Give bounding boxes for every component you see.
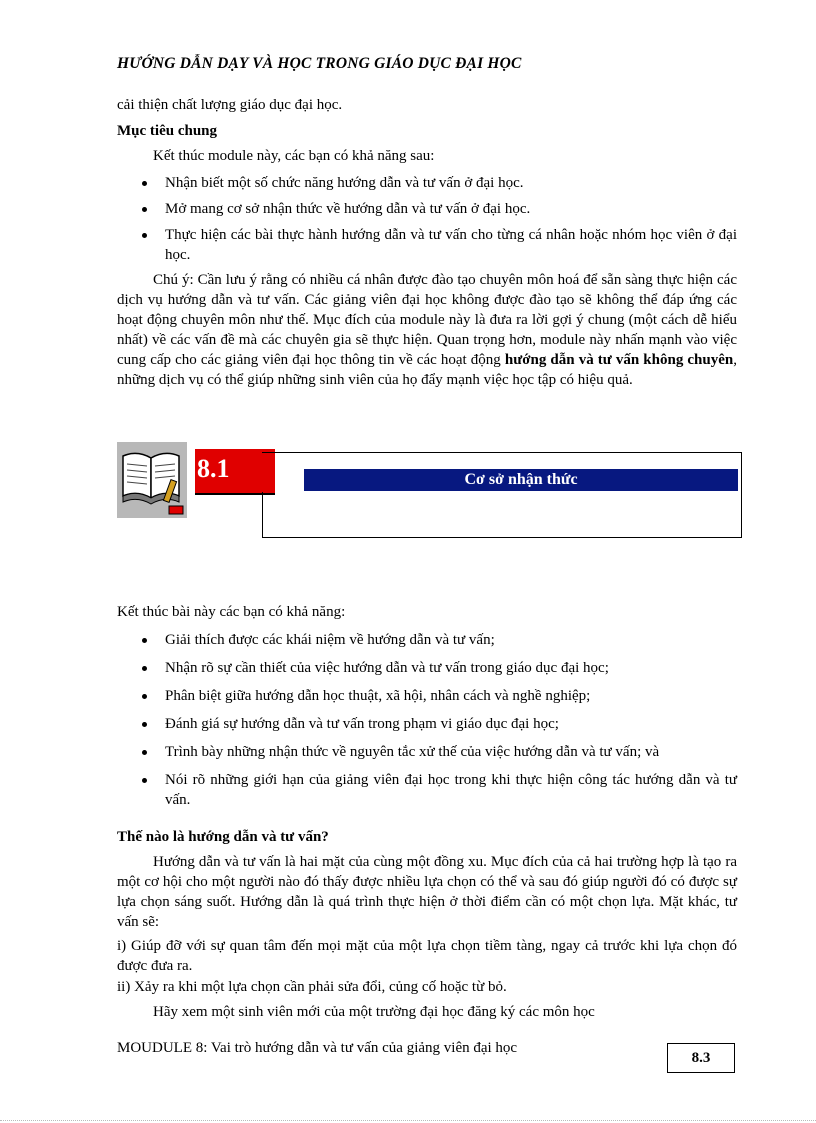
running-header: HƯỚNG DẪN DẠY VÀ HỌC TRONG GIÁO DỤC ĐẠI HỌC xyxy=(117,55,522,72)
list-item: Nhận biết một số chức năng hướng dẫn và tư vấn ở đại học. xyxy=(117,173,737,193)
definition-paragraph: Hướng dẫn và tư vấn là hai mặt của cùng một đồng xu. Mục đích của cả hai trường hợp là tạo ra một cơ hội cho một người nào đó thấy được nhiều lựa chọn có thể và sau đó giúp người đó có được sự lựa chọn sáng suốt. Hướng dẫn là quá trình thực hiện ở thời điểm cần có một chọn lựa. Mặt khác, tư vấn sẽ: xyxy=(117,854,737,930)
list-item: Nhận rõ sự cần thiết của việc hướng dẫn và tư vấn trong giáo dục đại học; xyxy=(117,658,737,678)
definition-point-1: i) Giúp đỡ với sự quan tâm đến mọi mặt của một lựa chọn tiềm tàng, ngay cả trước khi lựa chọn đó được đưa ra. xyxy=(117,938,737,974)
objectives-lead: Kết thúc bài này các bạn có khả năng: xyxy=(117,604,346,620)
list-item: Thực hiện các bài thực hành hướng dẫn và tư vấn cho từng cá nhân hoặc nhóm học viên ở đại học. xyxy=(117,225,737,265)
definition-point-2: ii) Xảy ra khi một lựa chọn cần phải sửa đổi, củng cố hoặc từ bỏ. xyxy=(117,979,507,995)
list-item: Nói rõ những giới hạn của giảng viên đại học trong khi thực hiện công tác hướng dẫn và tư vấn. xyxy=(117,770,737,810)
page-bottom-rule xyxy=(0,1120,816,1121)
page-number: 8.3 xyxy=(667,1043,735,1073)
section-number: 8.1 xyxy=(195,449,275,493)
definition-continuation: Hãy xem một sinh viên mới của một trường đại học đăng ký các môn học xyxy=(153,1004,595,1020)
book-pen-icon xyxy=(117,442,187,518)
list-item: Trình bày những nhận thức về nguyên tắc xử thế của việc hướng dẫn và tư vấn; và xyxy=(117,742,737,762)
list-item: Mở mang cơ sở nhận thức về hướng dẫn và tư vấn ở đại học. xyxy=(117,199,737,219)
section-frame-left-edge xyxy=(262,492,263,538)
definition-heading: Thế nào là hướng dẫn và tư vấn? xyxy=(117,829,329,845)
goal-heading: Mục tiêu chung xyxy=(117,123,218,139)
note-text-end: , những dịch vụ có thể giúp những sinh viên của họ đẩy mạnh việc học tập có hiệu quả. xyxy=(117,352,737,388)
goal-lead: Kết thúc module này, các bạn có khả năng sau: xyxy=(153,148,435,164)
section-frame xyxy=(262,452,742,538)
intro-line: cải thiện chất lượng giáo dục đại học. xyxy=(117,97,343,113)
list-item: Đánh giá sự hướng dẫn và tư vấn trong phạm vi giáo dục đại học; xyxy=(117,714,737,734)
objectives-list xyxy=(117,630,737,810)
note-emphasis: hướng dẫn và tư vấn không chuyên xyxy=(504,352,734,368)
footer-module-title: MOUDULE 8: Vai trò hướng dẫn và tư vấn của giảng viên đại học xyxy=(117,1040,518,1056)
goal-list xyxy=(117,173,737,265)
section-title: Cơ sở nhận thức xyxy=(304,469,738,491)
list-item: Phân biệt giữa hướng dẫn học thuật, xã hội, nhân cách và nghề nghiệp; xyxy=(117,686,737,706)
note-paragraph xyxy=(117,270,737,390)
note-text: Chú ý: Cần lưu ý rằng có nhiều cá nhân được đào tạo chuyên môn hoá để sẵn sàng thực hiện các dịch vụ hướng dẫn và tư vấn. Các giảng viên đại học không được đào tạo sẽ không thể đáp ứng các hoạt động chuyên môn như thế. Mục đích của module này là đưa ra lời gợi ý chung (một cách dễ hiểu nhất) về các vấn đề mà các chuyên gia sẽ thực hiện. Quan trọng hơn, module này nhấn mạnh vào việc cung cấp cho các giảng viên đại học thông tin về các hoạt động xyxy=(117,272,737,368)
list-item: Giải thích được các khái niệm về hướng dẫn và tư vấn; xyxy=(117,630,737,650)
